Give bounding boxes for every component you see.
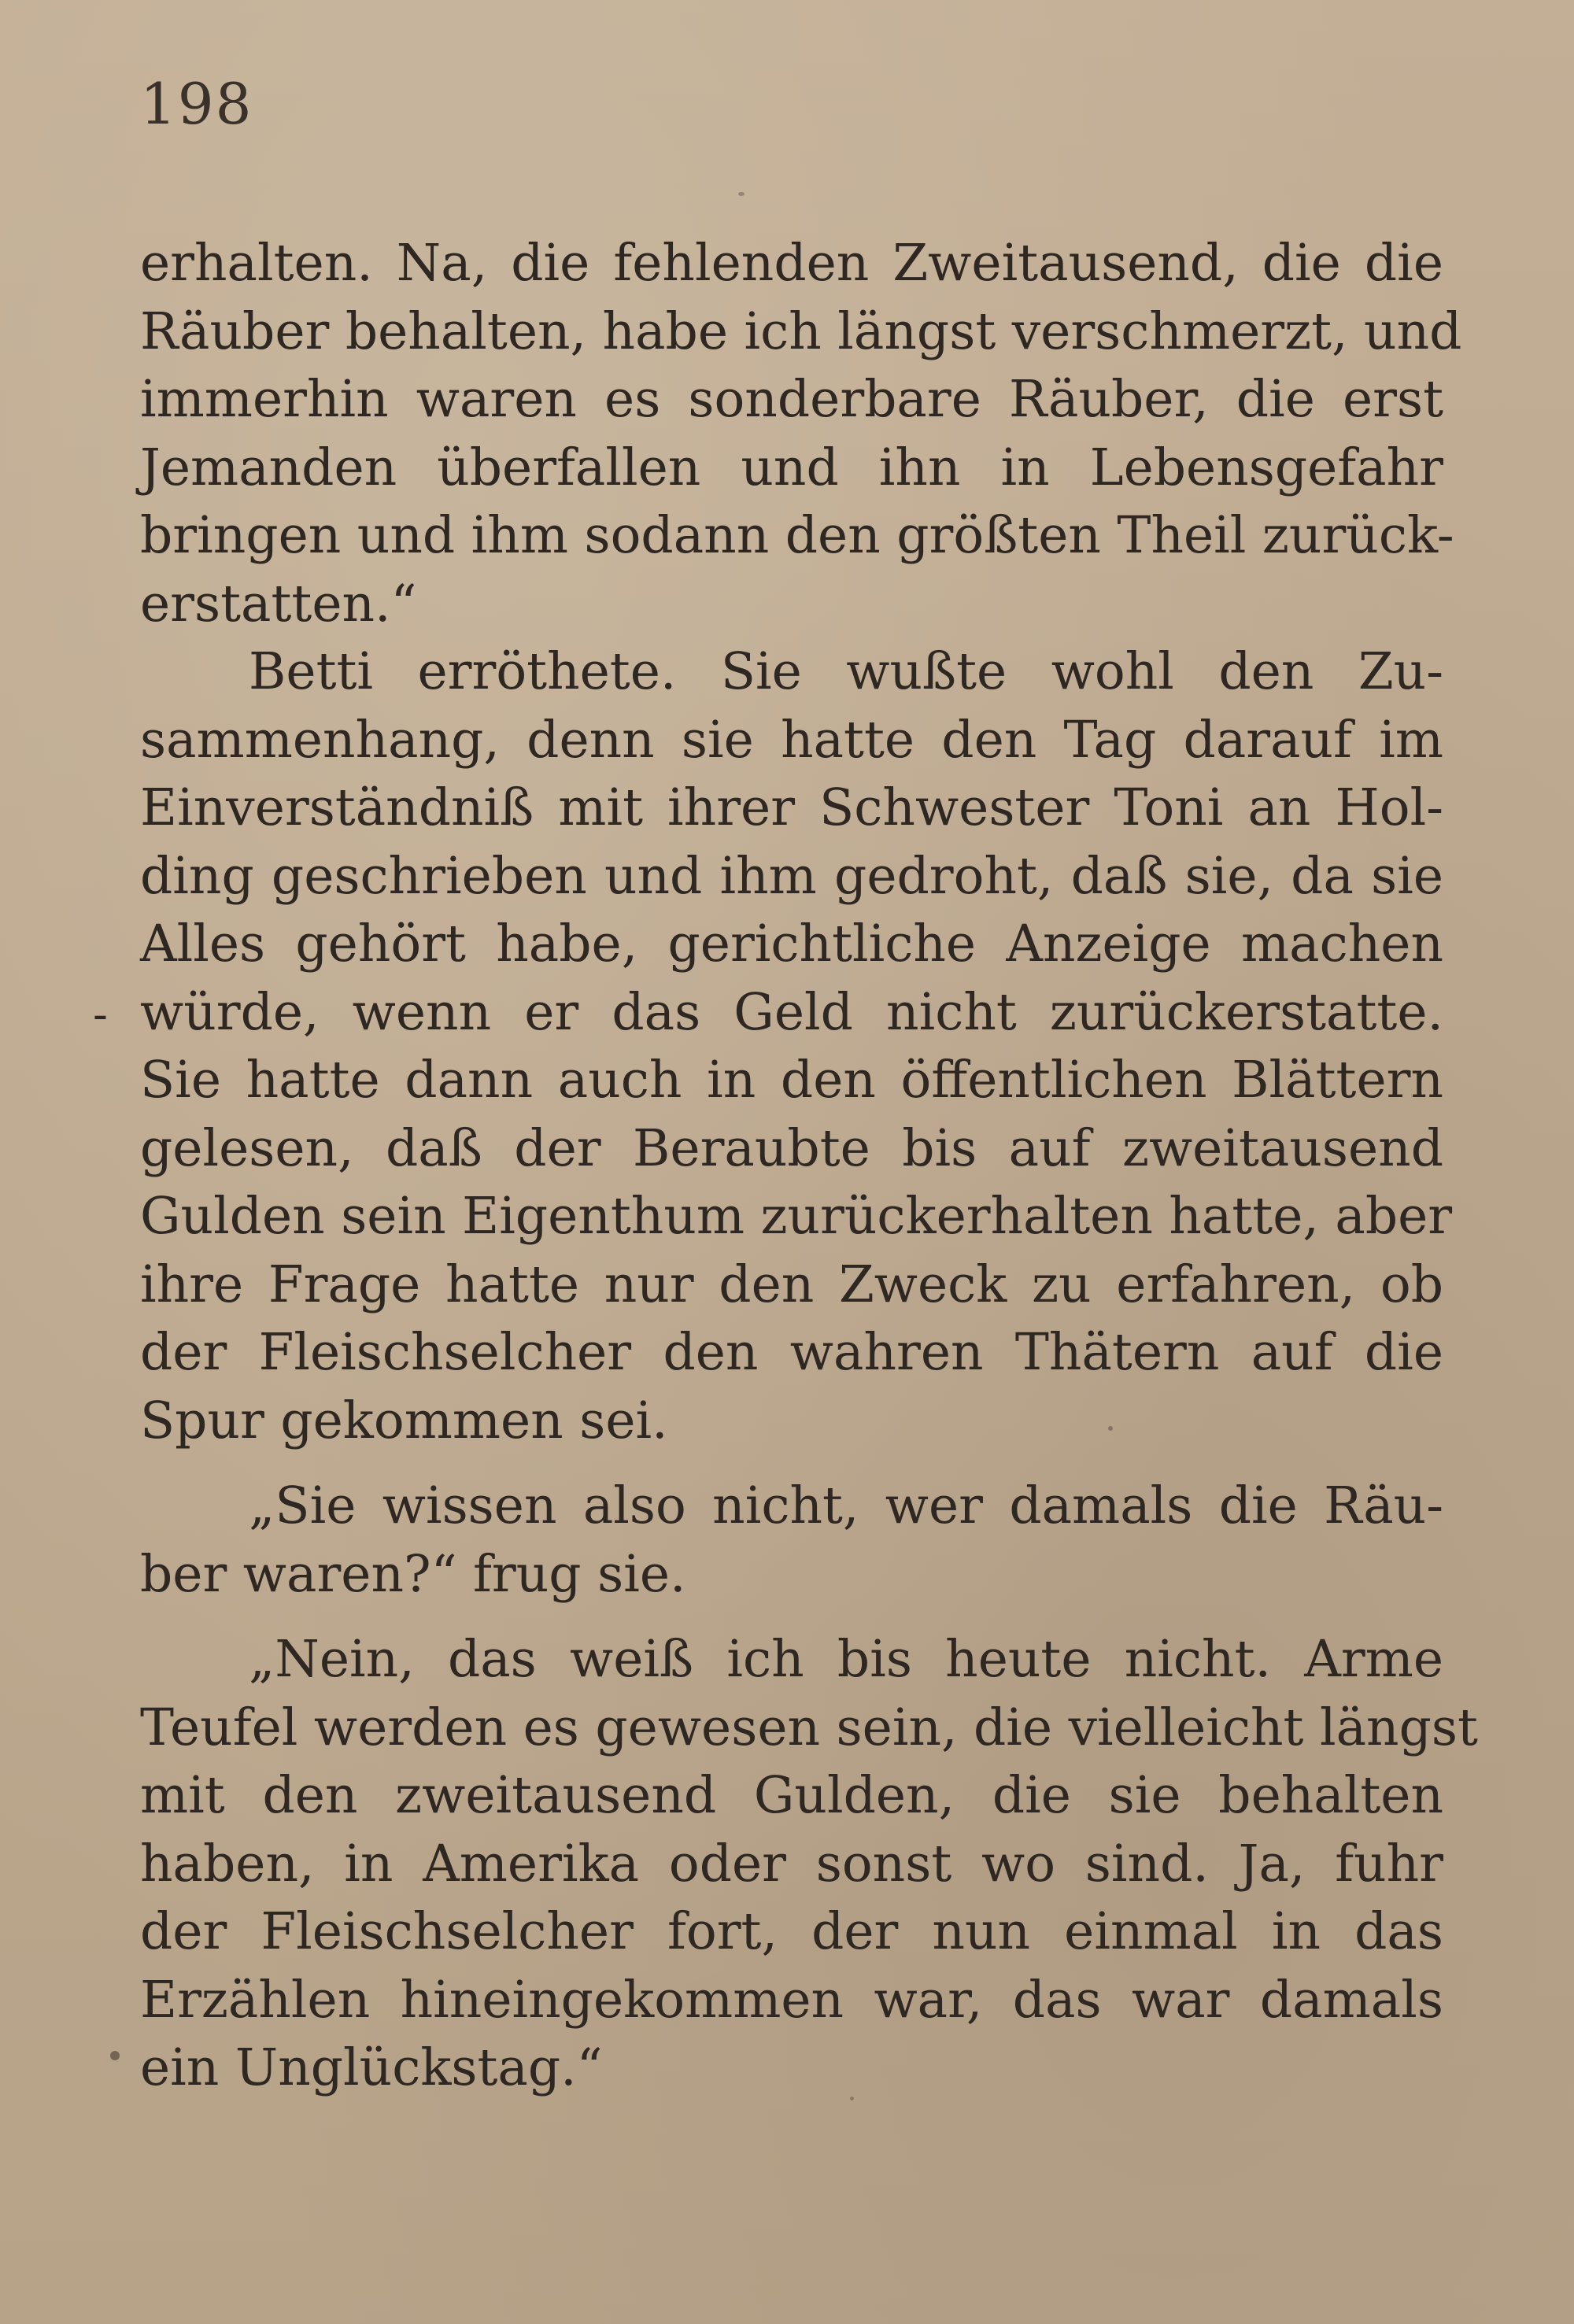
- text-line: „Sie wissen also nicht, wer damals die Räu-: [249, 1476, 1443, 1535]
- ink-speck: [738, 192, 745, 196]
- text-line: ihre Frage hatte nur den Zweck zu erfahren, ob: [140, 1254, 1443, 1314]
- text-line: Spur gekommen sei.: [140, 1391, 668, 1450]
- text-line: erstatten.“: [140, 574, 417, 634]
- text-line: der Fleischselcher den wahren Thätern auf die: [140, 1323, 1443, 1382]
- text-line: würde, wenn er das Geld nicht zurückerstatte.: [140, 982, 1443, 1042]
- text-line: der Fleischselcher fort, der nun einmal in das: [140, 1902, 1443, 1961]
- text-line: Jemanden überfallen und ihn in Lebensgefahr: [140, 438, 1443, 497]
- paragraph-3: [140, 1472, 1443, 1609]
- text-line: sammenhang, denn sie hatte den Tag darauf im: [140, 710, 1443, 770]
- paragraph-4: [140, 1626, 1478, 2103]
- text-line: „Nein, das weiß ich bis heute nicht. Arme: [249, 1630, 1443, 1689]
- paragraph-1: [140, 230, 1462, 638]
- text-line: Alles gehört habe, gerichtliche Anzeige machen: [140, 914, 1443, 974]
- text-line: ein Unglückstag.“: [140, 2038, 603, 2097]
- text-line: mit den zweitausend Gulden, die sie behalten: [140, 1766, 1443, 1825]
- text-line: Gulden sein Eigenthum zurückerhalten hatte, aber: [140, 1187, 1453, 1246]
- ink-speck: [110, 2051, 120, 2060]
- text-line: Einverständniß mit ihrer Schwester Toni an Hol-: [140, 778, 1443, 837]
- text-line: Betti erröthete. Sie wußte wohl den Zu-: [249, 642, 1443, 701]
- text-line: Räuber behalten, habe ich längst verschmerzt, und: [140, 301, 1462, 361]
- text-line: immerhin waren es sonderbare Räuber, die erst: [140, 370, 1443, 429]
- text-line: Teufel werden es gewesen sein, die vielleicht längst: [140, 1698, 1478, 1757]
- text-line: ding geschrieben und ihm gedroht, daß sie, da sie: [140, 846, 1443, 906]
- body-text: [140, 230, 1478, 2103]
- paragraph-2: [140, 638, 1453, 1455]
- ink-speck: [850, 2097, 854, 2100]
- text-line: Sie hatte dann auch in den öffentlichen Blättern: [140, 1051, 1443, 1110]
- ink-speck: [1108, 1426, 1113, 1431]
- text-line: gelesen, daß der Beraubte bis auf zweitausend: [140, 1118, 1443, 1178]
- text-line: Erzählen hineingekommen war, das war damals: [140, 1970, 1443, 2030]
- paragraph-gap: [140, 1455, 1443, 1472]
- text-line: ber waren?“ frug sie.: [140, 1544, 686, 1604]
- text-line: haben, in Amerika oder sonst wo sind. Ja, fuhr: [140, 1834, 1443, 1894]
- paragraph-gap: [140, 1609, 1443, 1626]
- page-number: 198: [140, 71, 253, 137]
- text-line: bringen und ihm sodann den größten Theil zurück-: [140, 506, 1454, 565]
- text-line: erhalten. Na, die fehlenden Zweitausend, die die: [140, 234, 1443, 293]
- margin-dash: -: [93, 989, 108, 1040]
